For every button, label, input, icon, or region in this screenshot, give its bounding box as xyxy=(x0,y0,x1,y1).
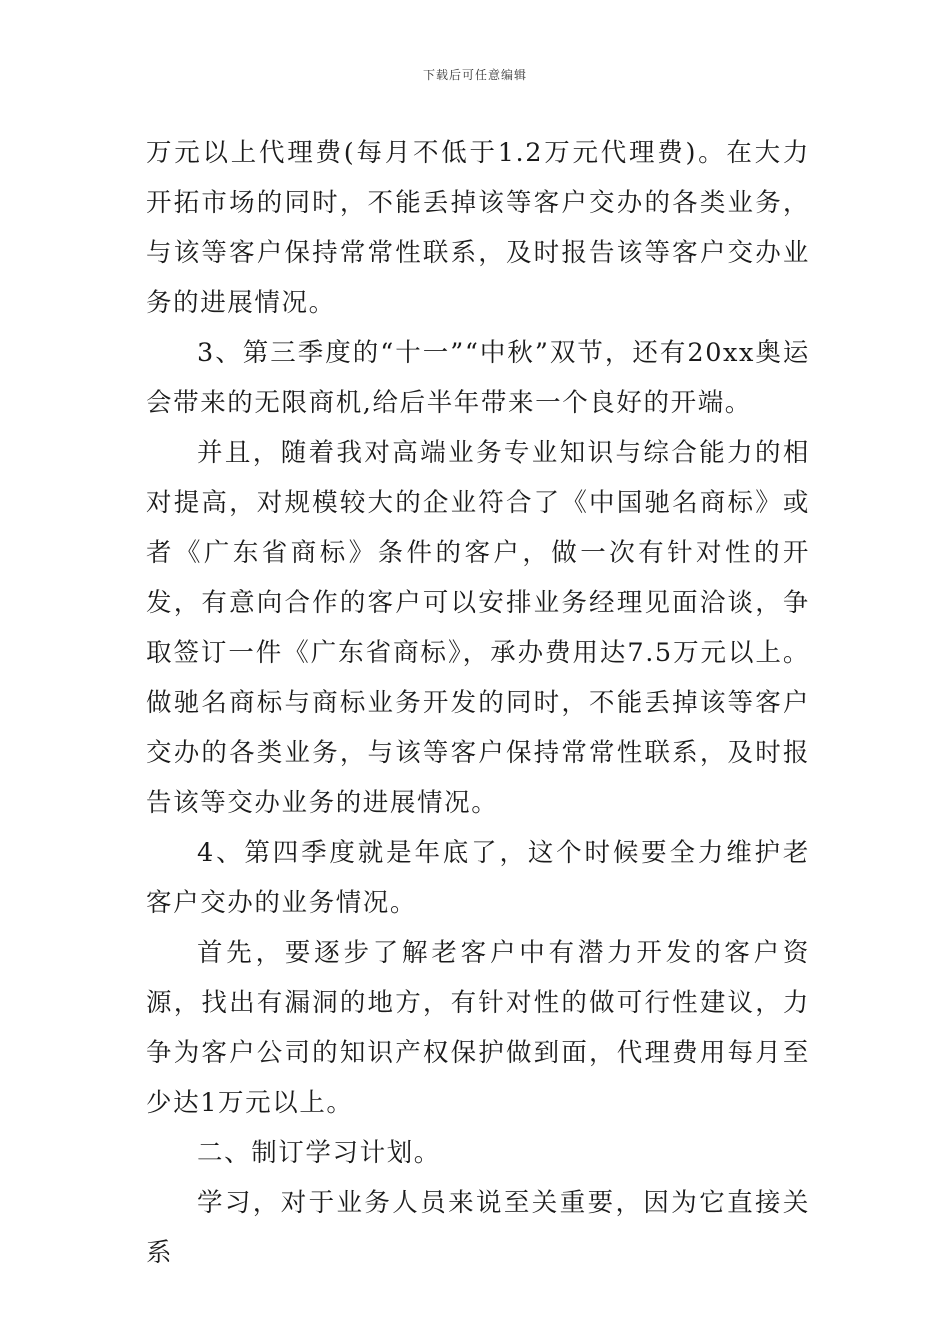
section-heading-study-plan: 二、制订学习计划。 xyxy=(197,1138,441,1168)
paragraph-continuation: 万元以上代理费(每月不低于1.2万元代理费)。在大力开拓市场的同时，不能丢掉该等客户交办的各类业务，与该等客户保持常常性联系，及时报告该等客户交办业务的进展情况。 xyxy=(146,138,810,318)
paragraph-high-end-business: 并且，随着我对高端业务专业知识与综合能力的相对提高，对规模较大的企业符合了《中国驰名商标》或者《广东省商标》条件的客户，做一次有针对性的开发，有意向合作的客户可以安排业务经理见面洽谈，争取签订一件《广东省商标》，承办费用达7.5万元以上。做驰名商标与商标业务开发的同时，不能丢掉该等客户交办的各类业务，与该等客户保持常常性联系，及时报告该等交办业务的进展情况。 xyxy=(146,438,810,818)
paragraph-q4: 4、第四季度就是年底了，这个时候要全力维护老客户交办的业务情况。 xyxy=(146,838,810,918)
paragraph-first: 首先，要逐步了解老客户中有潜力开发的客户资源，找出有漏洞的地方，有针对性的做可行性建议，力争为客户公司的知识产权保护做到面，代理费用每月至少达1万元以上。 xyxy=(146,938,810,1118)
paragraph-study: 学习，对于业务人员来说至关重要，因为它直接关系 xyxy=(146,1188,810,1268)
header-note: 下载后可任意编辑 xyxy=(422,68,527,82)
paragraph-q3: 3、第三季度的“十一”“中秋”双节，还有20xx奥运会带来的无限商机,给后半年带来一个良好的开端。 xyxy=(146,338,810,418)
document-body xyxy=(146,128,810,1278)
